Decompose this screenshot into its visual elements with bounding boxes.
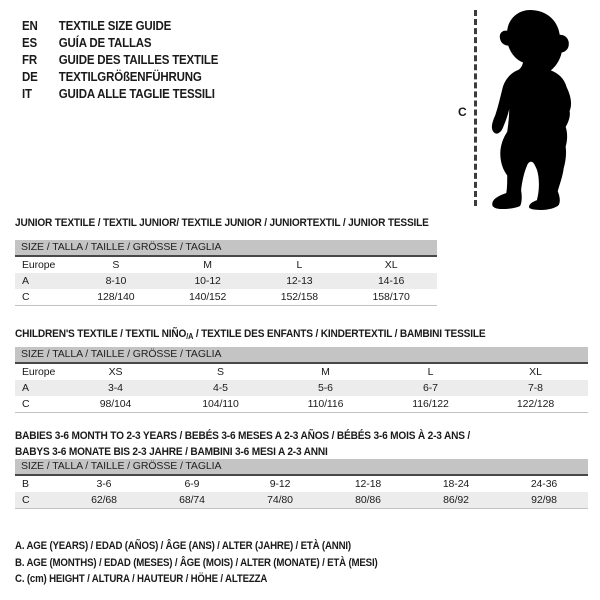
height-cell: 104/110 xyxy=(202,398,239,410)
age-cell: 14-16 xyxy=(377,275,405,287)
height-cell: 62/68 xyxy=(91,494,117,506)
lang-title: TEXTILE SIZE GUIDE xyxy=(58,19,172,33)
height-cell: 128/140 xyxy=(97,291,135,303)
lang-title: GUIDE DES TAILLES TEXTILE xyxy=(58,53,219,67)
lang-title: GUÍA DE TALLAS xyxy=(58,36,152,50)
height-cell: 98/104 xyxy=(99,398,132,410)
age-cell: 6-7 xyxy=(423,382,438,394)
row-label: C xyxy=(22,494,30,506)
lang-code: EN xyxy=(22,19,38,33)
children-table-title xyxy=(15,326,485,345)
title-text: CHILDREN'S TEXTILE / TEXTIL NIÑO xyxy=(15,328,187,340)
size-header-bar: SIZE / TALLA / TAILLE / GRÖSSE / TAGLIA xyxy=(15,459,588,476)
toddler-silhouette-icon xyxy=(480,7,580,211)
children-size-table xyxy=(15,347,588,413)
lang-title: TEXTILGRÖßENFÜHRUNG xyxy=(58,70,202,84)
lang-row-es xyxy=(22,35,218,52)
junior-size-table xyxy=(15,240,437,306)
age-cell: 10-12 xyxy=(194,275,221,287)
table-row-age xyxy=(15,273,437,289)
table-row-height xyxy=(15,289,437,305)
size-header-bar: SIZE / TALLA / TAILLE / GRÖSSE / TAGLIA xyxy=(15,347,588,364)
babies-table-title xyxy=(15,428,470,460)
age-cell: 3-4 xyxy=(108,382,123,394)
babies-title-line2: BABYS 3-6 MONATE BIS 2-3 JAHRE / BAMBINI 3-6 MESI A 2-3 ANNI xyxy=(15,446,328,458)
height-cell: 74/80 xyxy=(267,494,293,506)
row-label: Europe xyxy=(22,259,56,271)
junior-table-title: JUNIOR TEXTILE / TEXTIL JUNIOR/ TEXTILE JUNIOR / JUNIORTEXTIL / JUNIOR TESSILE xyxy=(15,217,429,229)
row-label: C xyxy=(22,398,30,410)
lang-row-en xyxy=(22,18,218,35)
table-row-months xyxy=(15,476,588,492)
age-cell: 4-5 xyxy=(213,382,228,394)
row-label: A xyxy=(22,382,29,394)
lang-code: ES xyxy=(22,36,37,50)
dashed-measure-line xyxy=(474,10,477,206)
lang-row-it xyxy=(22,86,218,103)
table-row-age xyxy=(15,380,588,396)
babies-size-table xyxy=(15,459,588,509)
age-cell: 12-13 xyxy=(286,275,313,287)
language-title-list xyxy=(22,18,218,103)
lang-code: DE xyxy=(22,70,38,84)
height-cell: 122/128 xyxy=(516,398,555,410)
height-cell: 92/98 xyxy=(531,494,557,506)
table-row-height xyxy=(15,492,588,508)
height-cell: 158/170 xyxy=(372,291,410,303)
lang-code: IT xyxy=(22,87,32,101)
row-label: B xyxy=(22,478,29,490)
months-cell: 9-12 xyxy=(269,478,291,490)
height-measure-label: C xyxy=(458,105,467,119)
size-cell: XS xyxy=(108,366,123,378)
size-header-bar: SIZE / TALLA / TAILLE / GRÖSSE / TAGLIA xyxy=(15,240,437,257)
age-cell: 5-6 xyxy=(318,382,333,394)
legend-notes xyxy=(15,538,378,588)
size-cell: M xyxy=(203,259,212,271)
table-row-europe xyxy=(15,364,588,380)
months-cell: 24-36 xyxy=(530,478,558,490)
title-subscript: /A xyxy=(186,332,194,341)
lang-code: FR xyxy=(22,53,37,67)
title-text: / TEXTILE DES ENFANTS / KINDERTEXTIL / BAMBINI TESSILE xyxy=(193,328,486,340)
legend-note-b: B. AGE (MONTHS) / EDAD (MESES) / ÂGE (MOIS) / ALTER (MONATE) / ETÀ (MESI) xyxy=(15,556,378,569)
table-row-europe xyxy=(15,257,437,273)
size-cell: L xyxy=(427,366,434,378)
table-row-height xyxy=(15,396,588,412)
height-cell: 152/158 xyxy=(280,291,318,303)
legend-note-a: A. AGE (YEARS) / EDAD (AÑOS) / ÂGE (ANS) / ALTER (JAHRE) / ETÀ (ANNI) xyxy=(15,540,351,552)
months-cell: 3-6 xyxy=(96,478,112,490)
height-cell: 86/92 xyxy=(443,494,469,506)
babies-title-line1: BABIES 3-6 MONTH TO 2-3 YEARS / BEBÉS 3-6 MESES A 2-3 AÑOS / BÉBÉS 3-6 MOIS À 2-3 ANS / xyxy=(15,430,471,442)
row-label: C xyxy=(22,291,30,303)
lang-row-fr xyxy=(22,52,218,69)
size-cell: M xyxy=(321,366,330,378)
months-cell: 6-9 xyxy=(184,478,200,490)
height-cell: 140/152 xyxy=(188,291,227,303)
months-cell: 18-24 xyxy=(442,478,470,490)
size-cell: XL xyxy=(384,259,398,271)
height-cell: 110/116 xyxy=(307,398,344,410)
months-cell: 12-18 xyxy=(354,478,382,490)
height-measure-figure xyxy=(452,0,597,214)
legend-note-c: C. (cm) HEIGHT / ALTURA / HAUTEUR / HÖHE / ALTEZZA xyxy=(15,573,268,585)
size-cell: L xyxy=(296,259,303,271)
lang-title: GUIDA ALLE TAGLIE TESSILI xyxy=(58,87,215,101)
size-cell: S xyxy=(112,259,120,271)
height-cell: 116/122 xyxy=(412,398,449,410)
lang-row-de xyxy=(22,69,218,86)
age-cell: 8-10 xyxy=(105,275,127,287)
size-cell: XL xyxy=(529,366,542,378)
row-label: Europe xyxy=(22,366,56,378)
age-cell: 7-8 xyxy=(528,382,543,394)
size-cell: S xyxy=(217,366,224,378)
height-cell: 80/86 xyxy=(355,494,381,506)
height-cell: 68/74 xyxy=(179,494,205,506)
row-label: A xyxy=(22,275,29,287)
